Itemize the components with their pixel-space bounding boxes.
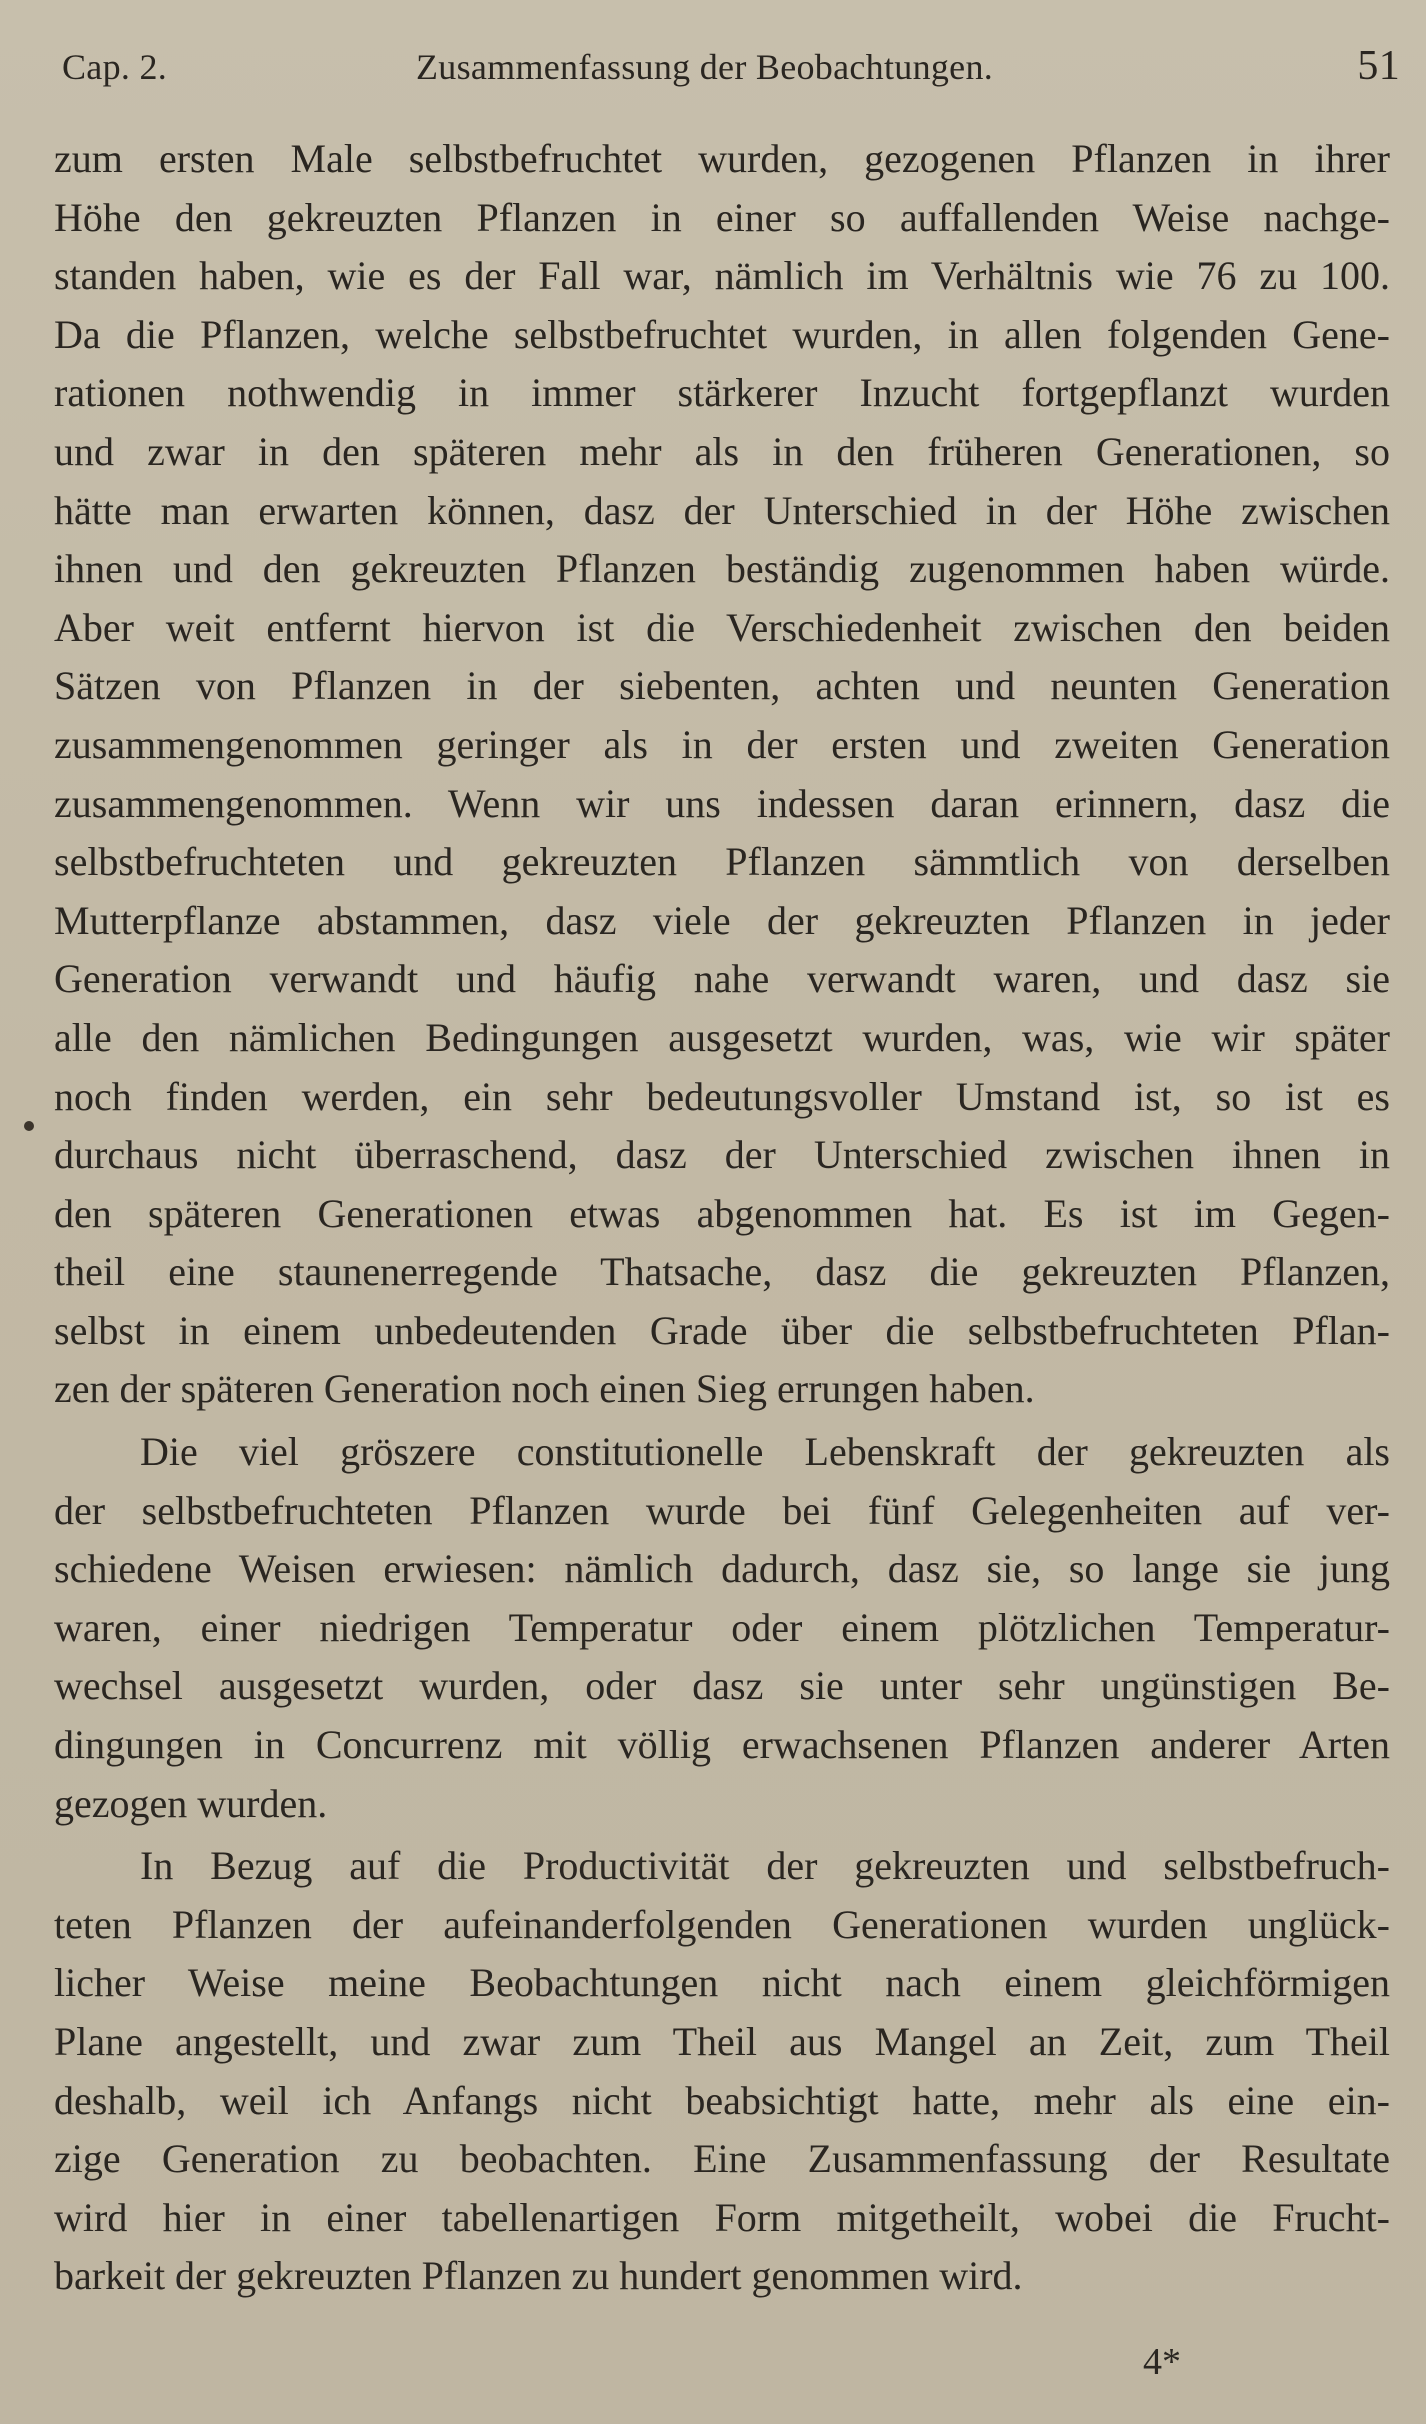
paragraph-3 [54,1837,1390,2306]
text-line: barkeit der gekreuzten Pflanzen zu hundert genommen wird. [54,2253,1023,2299]
text-line: der selbstbefruchteten Pflanzen wurde bei fünf Gelegenheiten auf ver- [54,1487,1390,1533]
text-line: standen haben, wie es der Fall war, nämlich im Verhältnis wie 76 zu 100. [54,253,1390,299]
text-line: In Bezug auf die Productivität der gekreuzten und selbstbefruch- [140,1843,1390,1889]
text-line: Aber weit entfernt hiervon ist die Verschiedenheit zwischen den beiden [54,604,1390,650]
text-line: rationen nothwendig in immer stärkerer Inzucht fortgepflanzt wurden [54,370,1390,416]
text-line: Die viel gröszere constitutionelle Lebenskraft der gekreuzten als [140,1429,1390,1475]
text-line: deshalb, weil ich Anfangs nicht beabsichtigt hatte, mehr als eine ein- [54,2077,1390,2123]
text-line: zum ersten Male selbstbefruchtet wurden, gezogenen Pflanzen in ihrer [54,136,1390,181]
text-line: selbst in einem unbedeutenden Grade über die selbstbefruchteten Pflan- [54,1307,1390,1353]
text-line: Höhe den gekreuzten Pflanzen in einer so auffallenden Weise nachge- [54,194,1390,240]
text-line: Generation verwandt und häufig nahe verwandt waren, und dasz sie [54,956,1390,1002]
chapter-label: Cap. 2. [62,47,168,87]
text-line: alle den nämlichen Bedingungen ausgesetzt wurden, was, wie wir später [54,1014,1390,1060]
text-line: teten Pflanzen der aufeinanderfolgenden Generationen wurden unglück- [54,1901,1390,1947]
text-line: selbstbefruchteten und gekreuzten Pflanzen sämmtlich von derselben [54,839,1390,885]
page-body [54,130,1390,2306]
text-line: durchaus nicht überraschend, dasz der Unterschied zwischen ihnen in [54,1132,1390,1178]
text-line: und zwar in den späteren mehr als in den früheren Generationen, so [54,428,1390,474]
running-title: Zusammenfassung der Beobachtungen. [416,47,994,87]
page-number: 51 [1357,43,1400,89]
text-line: den späteren Generationen etwas abgenommen hat. Es ist im Gegen- [54,1190,1390,1236]
text-line: noch finden werden, ein sehr bedeutungsvoller Umstand ist, so ist es [54,1073,1390,1119]
signature-mark: 4* [1143,2341,1181,2383]
paragraph-2 [54,1423,1390,1833]
text-line: schiedene Weisen erwiesen: nämlich dadurch, dasz sie, so lange sie jung [54,1546,1390,1592]
text-line: theil eine staunenerregende Thatsache, dasz die gekreuzten Pflanzen, [54,1249,1390,1295]
text-line: licher Weise meine Beobachtungen nicht nach einem gleichförmigen [54,1960,1390,2006]
text-line: zen der späteren Generation noch einen Sieg errungen haben. [54,1366,1035,1412]
text-line: Sätzen von Pflanzen in der siebenten, achten und neunten Generation [54,663,1390,709]
text-line: Mutterpflanze abstammen, dasz viele der gekreuzten Pflanzen in jeder [54,897,1390,943]
paragraph-1 [54,130,1390,1419]
margin-mark-dot [24,1121,34,1131]
text-line: zige Generation zu beobachten. Eine Zusammenfassung der Resultate [54,2136,1390,2182]
text-line: ihnen und den gekreuzten Pflanzen beständig zugenommen haben würde. [54,546,1390,592]
text-line: dingungen in Concurrenz mit völlig erwachsenen Pflanzen anderer Arten [54,1722,1390,1768]
text-line: zusammengenommen. Wenn wir uns indessen daran erinnern, dasz die [54,780,1390,826]
text-line: hätte man erwarten können, dasz der Unterschied in der Höhe zwischen [54,487,1390,533]
text-line: zusammengenommen geringer als in der ersten und zweiten Generation [54,721,1390,767]
text-line: gezogen wurden. [54,1780,328,1826]
text-line: wechsel ausgesetzt wurden, oder dasz sie unter sehr ungünstigen Be- [54,1663,1390,1709]
text-line: Plane angestellt, und zwar zum Theil aus Mangel an Zeit, zum Theil [54,2019,1390,2064]
running-header [62,38,1400,98]
text-line: waren, einer niedrigen Temperatur oder einem plötzlichen Temperatur- [54,1604,1390,1650]
text-line: wird hier in einer tabellenartigen Form mitgetheilt, wobei die Frucht- [54,2194,1390,2240]
text-line: Da die Pflanzen, welche selbstbefruchtet wurden, in allen folgenden Gene- [54,311,1390,357]
